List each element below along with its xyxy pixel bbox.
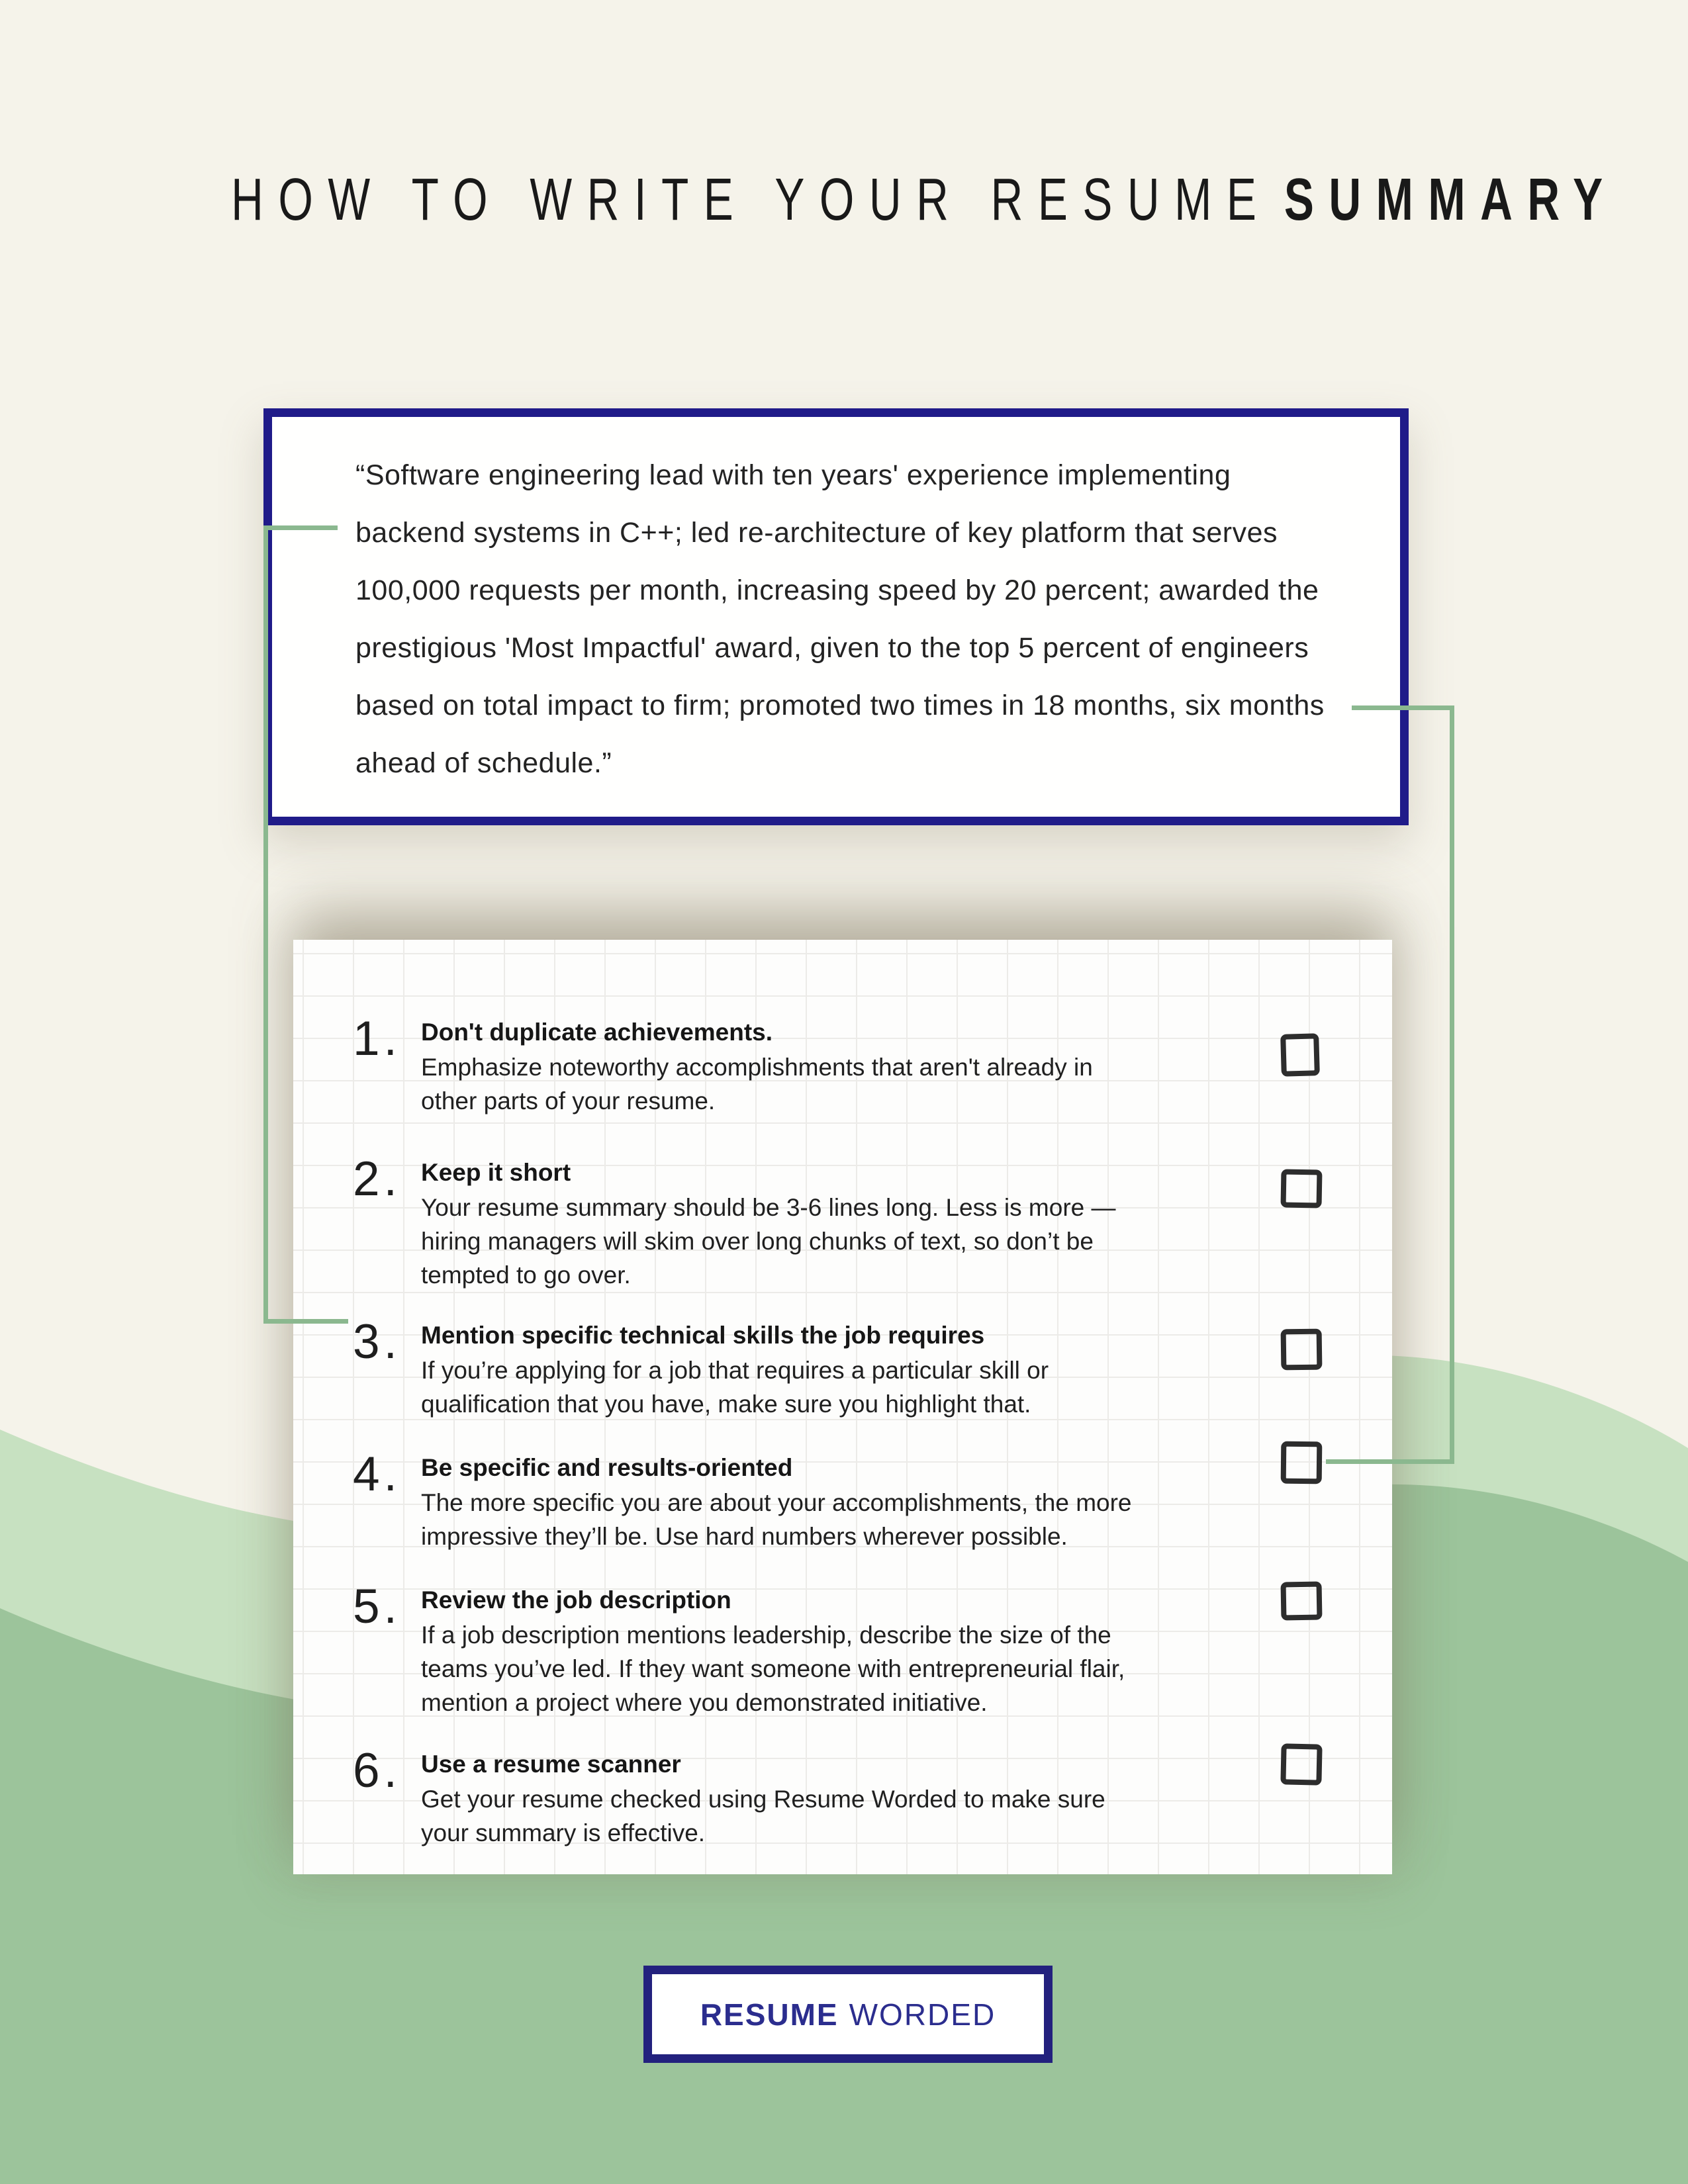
item-number: 1. (353, 1012, 401, 1066)
connector-right-tick (1352, 705, 1454, 710)
quote-line: based on total impact to firm; promoted two times in 18 months, six months (355, 690, 1325, 721)
quote-line: backend systems in C++; led re-architecture of key platform that serves (355, 517, 1278, 549)
quote-line: “Software engineering lead with ten years' experience implementing (355, 459, 1231, 491)
checklist-card (293, 940, 1392, 1874)
item-body-line: Your resume summary should be 3-6 lines long. Less is more — (421, 1194, 1116, 1221)
item-number: 3. (353, 1315, 401, 1369)
item-heading: Don't duplicate achievements. (421, 1019, 773, 1046)
checkbox-item-6[interactable] (1280, 1743, 1322, 1785)
checkbox-item-2[interactable] (1280, 1169, 1322, 1208)
item-body-line: qualification that you have, make sure you highlight that. (421, 1390, 1031, 1418)
item-heading: Mention specific technical skills the job requires (421, 1322, 985, 1349)
resume-summary-quote-box (263, 408, 1409, 825)
item-number: 2. (353, 1152, 401, 1206)
item-body-line: The more specific you are about your accomplishments, the more (421, 1489, 1132, 1516)
item-body-line: your summary is effective. (421, 1819, 706, 1846)
checkbox-item-5[interactable] (1280, 1581, 1322, 1620)
item-heading: Use a resume scanner (421, 1751, 681, 1778)
connector-right-elbow-to-item-4-checkbox (1326, 1459, 1454, 1464)
item-body-line: impressive they’ll be. Use hard numbers wherever possible. (421, 1523, 1068, 1550)
page-title-bold: SUMMARY (1284, 167, 1618, 233)
connector-left-vertical (263, 525, 268, 1324)
page-title-regular: HOW TO WRITE YOUR RESUME (231, 167, 1272, 233)
checkbox-item-3[interactable] (1281, 1329, 1323, 1371)
item-body-line: hiring managers will skim over long chunks of text, so don’t be (421, 1228, 1094, 1255)
logo-text-regular: WORDED (849, 1997, 996, 2032)
item-body-line: Get your resume checked using Resume Worded to make sure (421, 1786, 1105, 1813)
quote-line: ahead of schedule.” (355, 747, 612, 779)
connector-left-elbow-to-item-3 (263, 1319, 348, 1324)
item-body-line: tempted to go over. (421, 1261, 631, 1289)
logo-text-bold: RESUME (700, 1997, 839, 2032)
item-body-line: Emphasize noteworthy accomplishments that aren't already in (421, 1054, 1093, 1081)
resume-summary-quote (355, 447, 1360, 792)
checkbox-item-4[interactable] (1281, 1441, 1323, 1484)
quote-line: prestigious 'Most Impactful' award, given to the top 5 percent of engineers (355, 632, 1309, 664)
item-number: 5. (353, 1580, 401, 1633)
item-body-line: If you’re applying for a job that requires a particular skill or (421, 1357, 1049, 1384)
item-number: 4. (353, 1447, 401, 1501)
checkbox-item-1[interactable] (1280, 1033, 1320, 1077)
item-heading: Keep it short (421, 1159, 571, 1186)
item-body-line: other parts of your resume. (421, 1087, 716, 1115)
item-number: 6. (353, 1744, 401, 1797)
item-heading: Review the job description (421, 1586, 731, 1614)
connector-left-tick (263, 525, 338, 530)
quote-line: 100,000 requests per month, increasing speed by 20 percent; awarded the (355, 574, 1319, 606)
resume-worded-logo (643, 1966, 1053, 2063)
item-heading: Be specific and results-oriented (421, 1454, 793, 1481)
item-body-line: teams you’ve led. If they want someone with entrepreneurial flair, (421, 1655, 1125, 1682)
item-body-line: If a job description mentions leadership, describe the size of the (421, 1621, 1111, 1649)
connector-right-vertical (1450, 705, 1454, 1464)
item-body-line: mention a project where you demonstrated initiative. (421, 1689, 988, 1716)
